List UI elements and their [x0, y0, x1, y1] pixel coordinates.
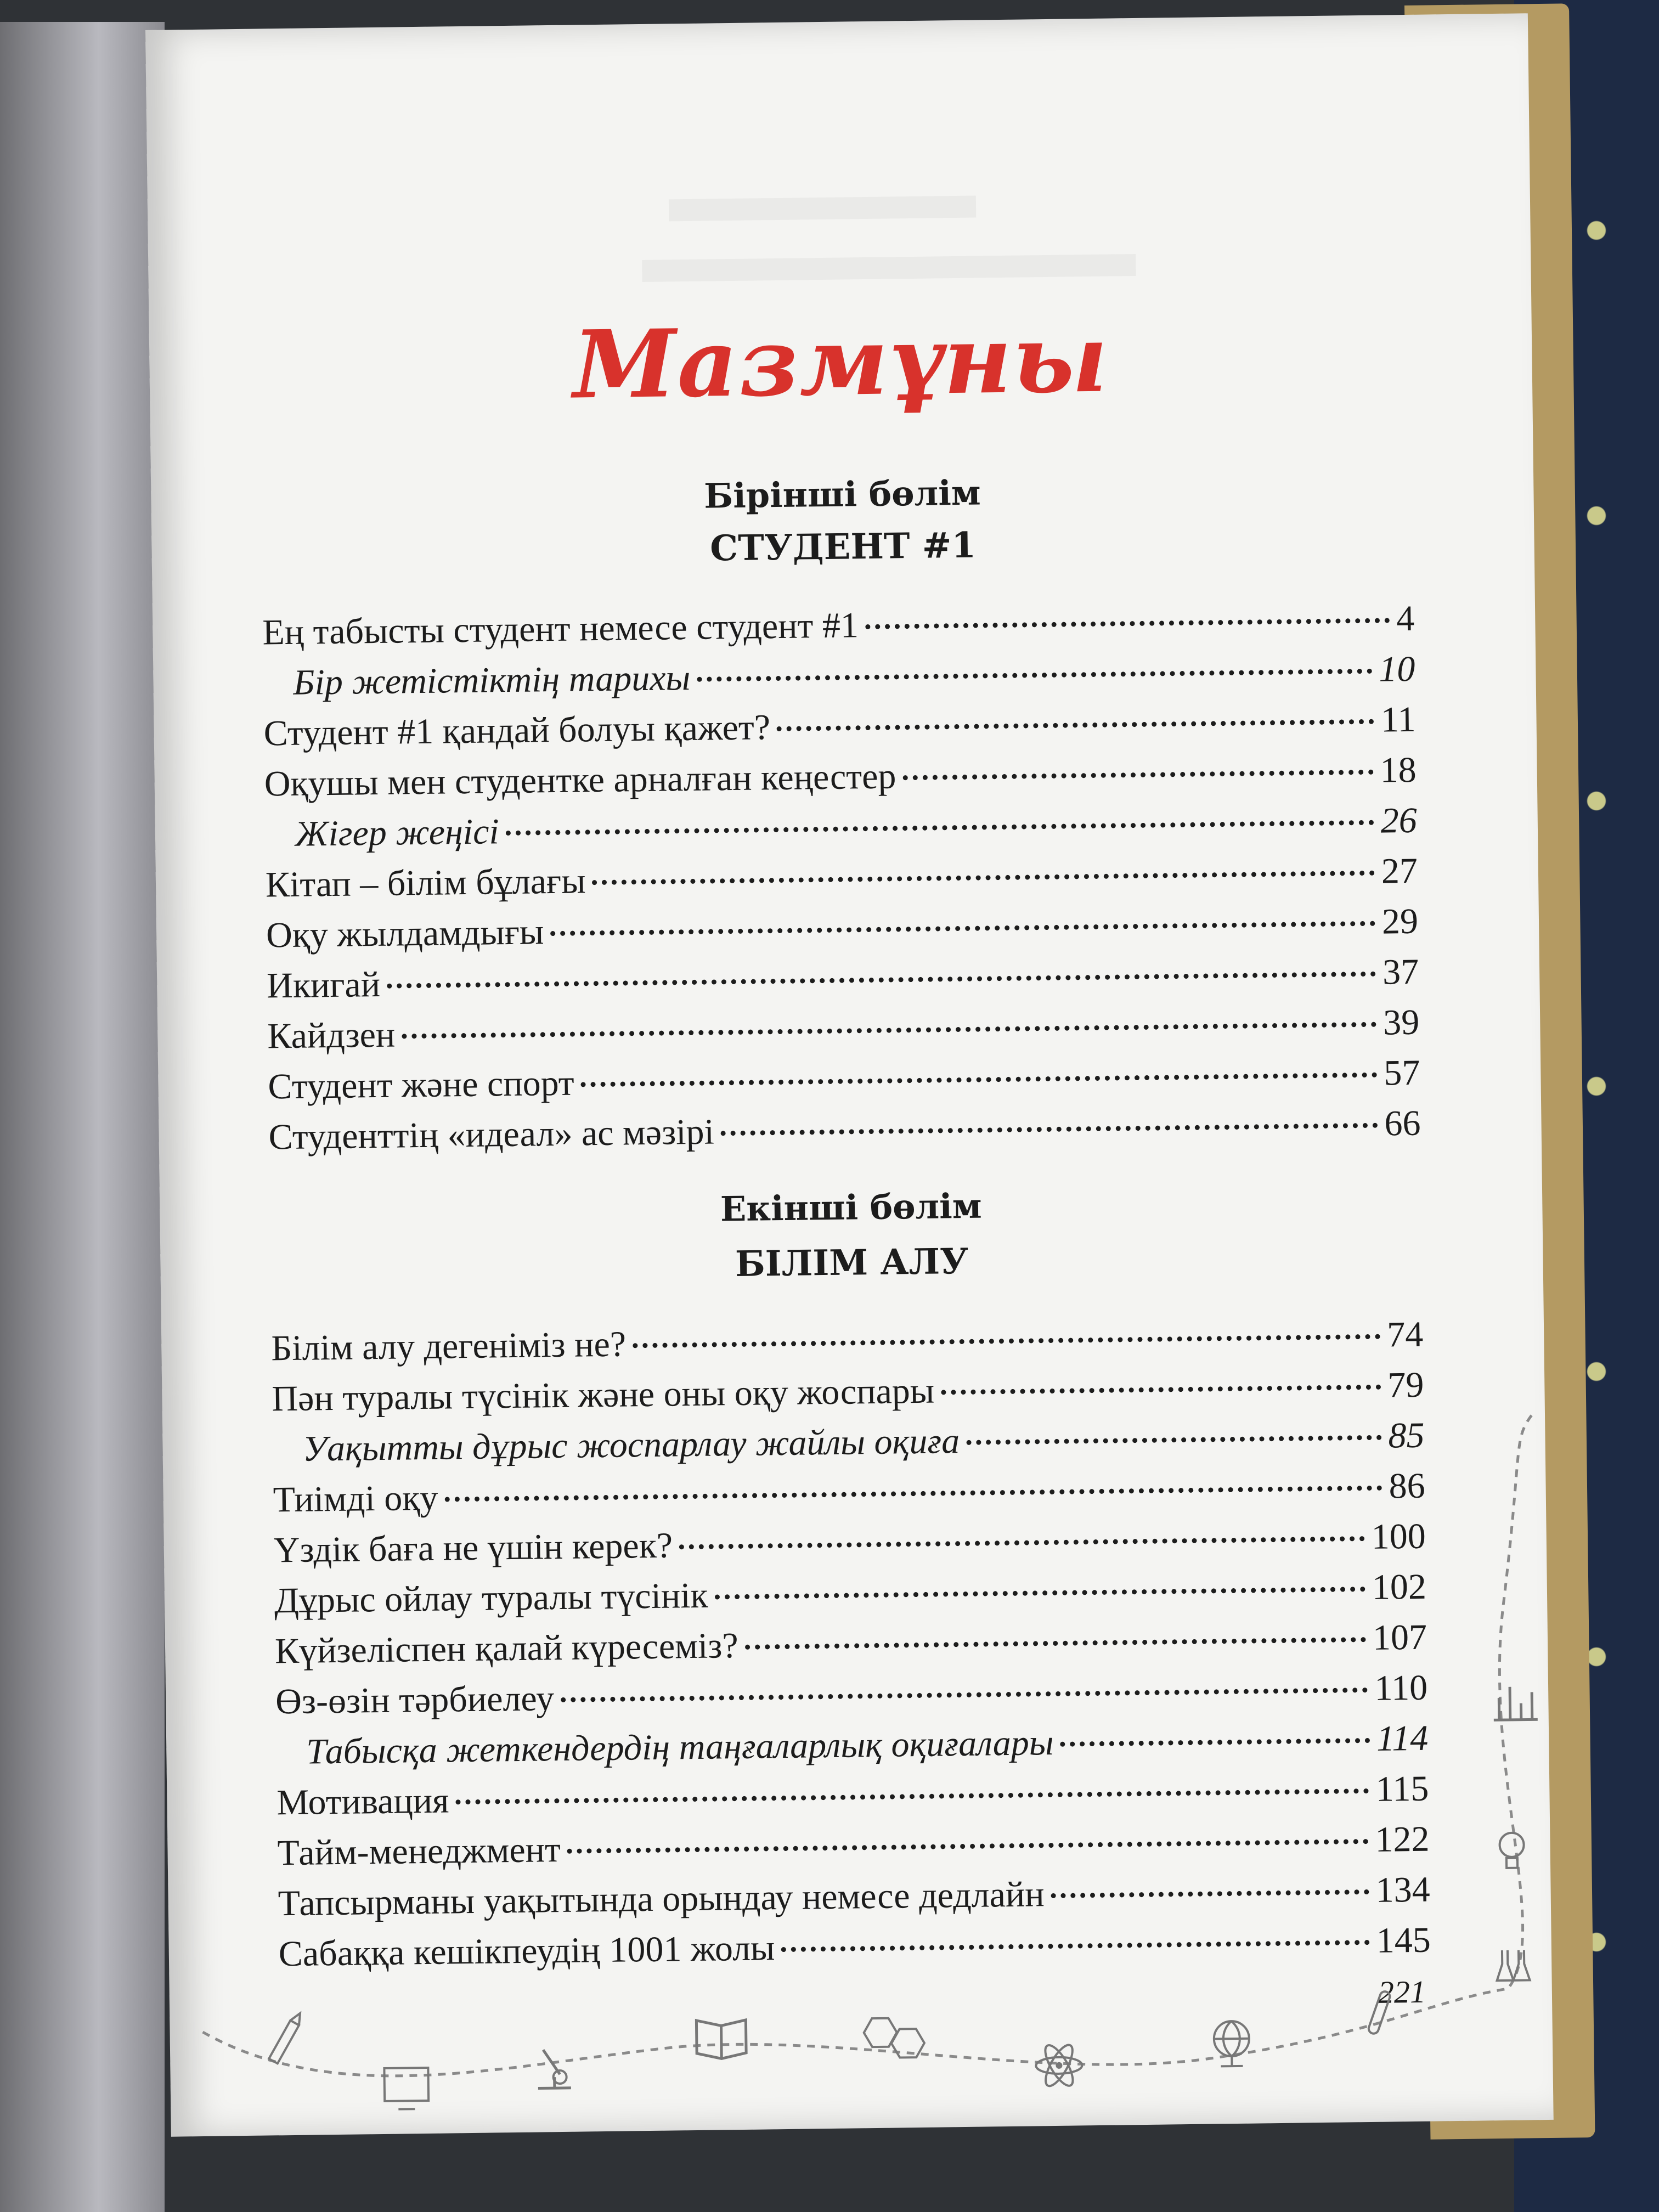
toc-entry-title: Үздік баға не үшін керек?	[273, 1525, 673, 1571]
toc-entry-title: Ең табысты студент немесе студент #1	[262, 605, 859, 653]
toc-entry-page: 57	[1383, 1052, 1420, 1093]
toc-entry-title: Тайм-менеджмент	[277, 1830, 561, 1874]
toc-entry-page: 122	[1375, 1819, 1430, 1860]
toc-entry-title: Дұрыс ойлау туралы түсінік	[274, 1575, 709, 1621]
toc-entry-title: Өз-өзін тәрбиелеу	[275, 1678, 555, 1722]
toc-entry-title: Білім алу дегеніміз не?	[270, 1324, 627, 1369]
toc-entry-title: Студент және спорт	[268, 1063, 575, 1107]
chart-icon	[1493, 1686, 1538, 1720]
toc-entry-title: Кайдзен	[267, 1014, 396, 1057]
toc-entry-title: Уақытты дұрыс жоспарлау жайлы оқиға	[302, 1421, 960, 1469]
left-page	[0, 22, 165, 2212]
toc-entry-title: Тапсырманы уақытында орындау немесе дедлайн	[278, 1874, 1045, 1924]
toc-entry-page: 66	[1384, 1103, 1421, 1144]
test-tube-icon	[1367, 1990, 1391, 2035]
toc-entry-title: Бір жетістіктің тарихы	[293, 657, 691, 703]
toc-page	[145, 13, 1554, 2137]
toc-entry-title: Студенттің «идеал» ас мәзірі	[268, 1111, 715, 1158]
toc-entry-page: 10	[1378, 648, 1415, 690]
toc-entry-page: 102	[1372, 1566, 1427, 1607]
toc-entry-title: Табысқа жеткендердің таңғаларлық оқиғалары	[306, 1723, 1054, 1772]
toc-entry-title: Пән туралы түсінік және оны оқу жоспары	[272, 1370, 935, 1419]
toc-entry-page: 79	[1387, 1364, 1424, 1406]
decorative-border	[145, 13, 1554, 2137]
toc-entry-title: Оқу жылдамдығы	[266, 912, 544, 956]
part-2-heading: БІЛІМ АЛУ	[735, 1240, 969, 1285]
toc-entry-page: 110	[1374, 1667, 1428, 1708]
page-number: 221	[1378, 1973, 1426, 2010]
toc-entry-page: 18	[1380, 749, 1417, 791]
toc-entry-page: 74	[1386, 1314, 1424, 1355]
part-1-subtitle: Бірінші бөлім	[703, 472, 981, 516]
toc-entry-page: 29	[1381, 901, 1419, 942]
toc-entry-page: 39	[1383, 1002, 1420, 1043]
toc-entry-page: 107	[1372, 1617, 1427, 1658]
toc-entry-page: 115	[1375, 1768, 1429, 1809]
toc-entry-page: 145	[1376, 1920, 1431, 1961]
toc-entry-title: Студент #1 қандай болуы қажет?	[263, 707, 771, 754]
toc-entry-title: Күйзеліспен қалай күресеміз?	[274, 1626, 739, 1672]
microscope-icon	[538, 2050, 571, 2089]
toc-entry-page: 26	[1380, 800, 1418, 841]
part-2-subtitle: Екінші бөлім	[720, 1186, 983, 1229]
toc-entry-page: 114	[1376, 1718, 1429, 1759]
flasks-icon	[1497, 1950, 1530, 1980]
atom-icon	[1036, 2041, 1082, 2090]
lightbulb-icon	[1499, 1833, 1524, 1869]
book-icon	[696, 2020, 746, 2059]
toc-entry-page: 100	[1371, 1516, 1426, 1557]
toc-entry-title: Тиімді оқу	[273, 1477, 438, 1520]
page-title: Мазмұны	[572, 303, 1109, 420]
part-1-heading: СТУДЕНТ #1	[709, 524, 977, 569]
toc-entry-title: Кітап – білім бұлағы	[265, 861, 586, 905]
toc-entry-page: 27	[1381, 850, 1418, 891]
toc-entry-page: 11	[1380, 699, 1416, 740]
computer-formula-icon	[384, 2068, 428, 2109]
toc-entry-page: 37	[1382, 951, 1419, 992]
toc-entry-page: 86	[1389, 1465, 1426, 1506]
toc-entry-page: 134	[1375, 1869, 1431, 1910]
toc-entry-page: 4	[1396, 598, 1415, 639]
globe-icon	[1214, 2021, 1249, 2067]
toc-entry-title: Жігер жеңісі	[295, 811, 500, 854]
pencil-icon	[269, 2011, 304, 2063]
toc-entry-page: 85	[1388, 1415, 1425, 1456]
toc-entry-title: Оқушы мен студентке арналған кеңестер	[264, 756, 896, 804]
toc-entry-title: Икигай	[266, 964, 381, 1006]
toc-entry-title: Сабаққа кешікпеудің 1001 жолы	[278, 1928, 775, 1974]
toc-entry-title: Мотивация	[276, 1780, 449, 1823]
